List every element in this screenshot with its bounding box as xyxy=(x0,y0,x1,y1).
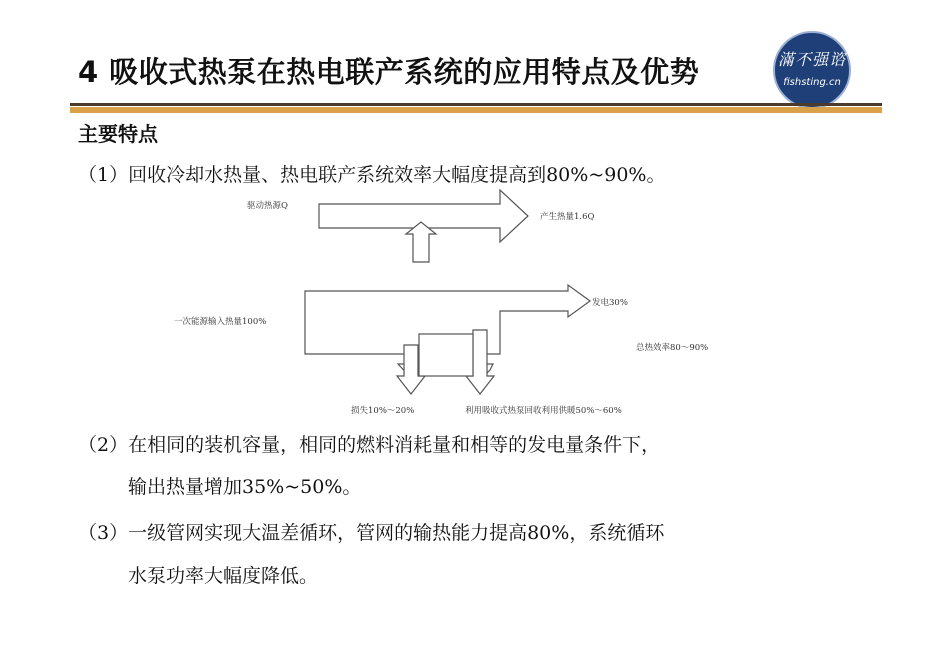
heat-pump-diagram xyxy=(247,190,595,262)
heat-pump-loop xyxy=(419,334,473,376)
logo-site-text: fishsting.cn xyxy=(783,77,841,88)
recovered-heating-label: 利用吸收式热泵回收利用供暖50%～60% xyxy=(465,406,622,416)
driving-heat-label: 驱动热源Q xyxy=(247,201,288,211)
point-1: （1）回收冷却水热量、热电联产系统效率大幅度提高到80%~90%。 xyxy=(78,164,666,186)
point-2-line-2: 输出热量增加35%~50%。 xyxy=(128,476,362,498)
point-2-line-1: （2）在相同的装机容量，相同的燃料消耗量和相等的发电量条件下， xyxy=(78,434,661,456)
cogeneration-flow-diagram xyxy=(174,285,708,416)
logo-calligraphy: 滿不强谘 xyxy=(777,50,846,69)
loss-label: 损失10%～20% xyxy=(351,406,415,416)
page-title: 4 吸收式热泵在热电联产系统的应用特点及优势 xyxy=(78,55,700,89)
point-3-line-2: 水泵功率大幅度降低。 xyxy=(128,565,319,587)
section-heading: 主要特点 xyxy=(78,122,158,146)
produced-heat-label: 产生热量1.6Q xyxy=(540,212,595,222)
total-efficiency-label: 总热效率80～90% xyxy=(636,343,709,353)
point-3-line-1: （3）一级管网实现大温差循环，管网的输热能力提高80%，系统循环 xyxy=(78,522,665,544)
power-output-label: 发电30% xyxy=(592,298,628,308)
primary-energy-label: 一次能源输入热量100% xyxy=(174,317,267,327)
